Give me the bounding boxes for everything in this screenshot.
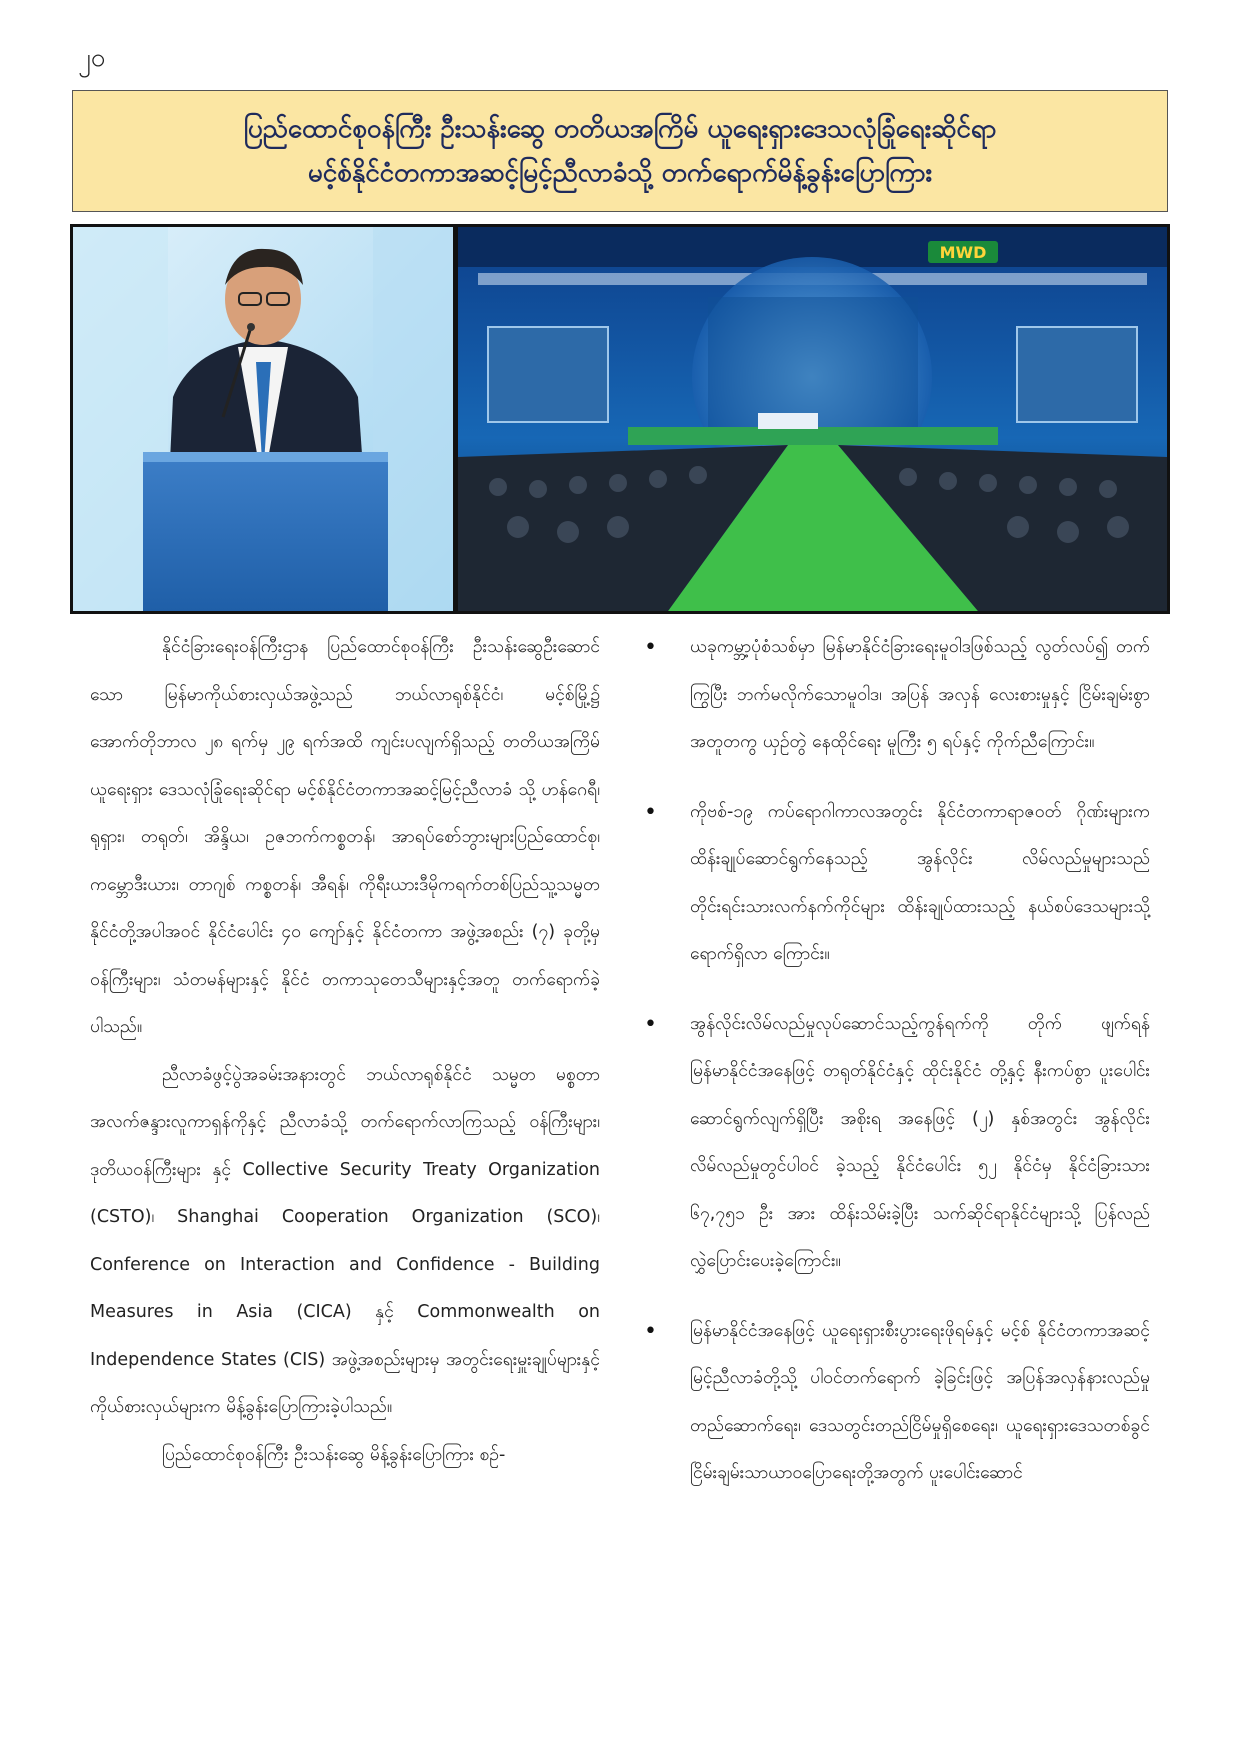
list-item bbox=[640, 1001, 1150, 1286]
bullet-icon: • bbox=[644, 799, 657, 825]
bullet-list bbox=[640, 624, 1150, 1498]
list-item bbox=[640, 789, 1150, 979]
list-item-text: မြန်မာနိုင်ငံအနေဖြင့် ယူရေးရှားစီးပွားရေးဖိုရမ်နှင့် မင့်စ် နိုင်ငံတကာအဆင့်မြင့်ညီလာခံတို့သို့ ပါဝင်တက်ရောက် ခဲ့ခြင်းဖြင့် အပြန်အလှန်နားလည်မှုတည်ဆောက်ရေး၊ ဒေသတွင်းတည်ငြိမ်မှုရှိစေရေး၊ ယူရေးရှားဒေသတစ်ခွင် ငြိမ်းချမ်းသာယာဝပြောရေးတို့အတွက် ပူးပေါင်းဆောင် bbox=[690, 1320, 1150, 1483]
speaker-illustration bbox=[73, 227, 453, 611]
left-column bbox=[90, 624, 600, 1479]
list-item-text: အွန်လိုင်းလိမ်လည်မှုလုပ်ဆောင်သည့်ကွန်ရက်ကို တိုက် ဖျက်ရန် မြန်မာနိုင်ငံအနေဖြင့် တရုတ်နိုင်ငံနှင့် ထိုင်းနိုင်ငံ တို့နှင့် နီးကပ်စွာ ပူးပေါင်းဆောင်ရွက်လျက်ရှိပြီး အစိုးရ အနေဖြင့် (၂) နှစ်အတွင်း အွန်လိုင်းလိမ်လည်မှုတွင်ပါဝင် ခဲ့သည့် နိုင်ငံပေါင်း ၅၂ နိုင်ငံမှ နိုင်ငံခြားသား ၆၇,၇၅၁ ဦး အား ထိန်းသိမ်းခဲ့ပြီး သက်ဆိုင်ရာနိုင်ငံများသို့ ပြန်လည် လွှဲပြောင်းပေးခဲ့ကြောင်း။ bbox=[690, 1013, 1150, 1271]
list-item bbox=[640, 1308, 1150, 1498]
mwd-watermark bbox=[928, 241, 998, 263]
headline-box bbox=[72, 90, 1168, 212]
paragraph: ပြည်ထောင်စုဝန်ကြီး ဦးသန်းဆွေ မိန့်ခွန်းပြောကြား စဉ်- bbox=[162, 1444, 506, 1465]
bullet-icon: • bbox=[644, 1318, 657, 1344]
list-item-text: ယခုကမ္ဘာ့ပုံစံသစ်မှာ မြန်မာနိုင်ငံခြားရေးမူဝါဒဖြစ်သည့် လွတ်လပ်၍ တက်ကြွပြီး ဘက်မလိုက်သောမူဝါဒ၊ အပြန် အလှန် လေးစားမှုနှင့် ငြိမ်းချမ်းစွာအတူတကွ ယှဉ်တွဲ နေထိုင်ရေး မူကြီး ၅ ရပ်နှင့် ကိုက်ညီကြောင်း။ bbox=[690, 637, 1150, 752]
bullet-icon: • bbox=[644, 1011, 657, 1037]
paragraph: ညီလာခံဖွင့်ပွဲအခမ်းအနားတွင် ဘယ်လာရုစ်နိုင်ငံ သမ္မတ မစ္စတာ အလက်ဇန္ဒားလူကာရှန်ကိုနှင့် ညီလာခံသို့ တက်ရောက်လာကြသည့် ဝန်ကြီးများ၊ ဒုတိယဝန်ကြီးများ နှင့် Collective Security Treaty Organization (CSTO)၊ Shanghai Cooperation Organization (SCO)၊ Conference on Interaction and Confidence - Building Measures in Asia (CICA) နှင့် Commonwealth on Independence States (CIS) အဖွဲ့အစည်းများမှ အတွင်းရေးမှူးချုပ်များနှင့် ကိုယ်စားလှယ်များက မိန့်ခွန်းပြောကြားခဲ့ပါသည်။ bbox=[90, 1064, 600, 1417]
conference-hall-illustration bbox=[458, 227, 1167, 611]
list-item-text: ကိုဗစ်-၁၉ ကပ်ရောဂါကာလအတွင်း နိုင်ငံတကာရာဇဝတ် ဂိုဏ်းများက ထိန်းချုပ်ဆောင်ရွက်နေသည့် အွန်လိုင်း လိမ်လည်မှုများသည် တိုင်းရင်းသားလက်နက်ကိုင်များ ထိန်းချုပ်ထားသည့် နယ်စပ်ဒေသများသို့ ရောက်ရှိလာ ကြောင်း။ bbox=[690, 801, 1150, 964]
headline-line-2: မင့်စ်နိုင်ငံတကာအဆင့်မြင့်ညီလာခံသို့ တက်ရောက်မိန့်ခွန်းပြောကြား bbox=[307, 158, 933, 188]
headline-line-1: ပြည်ထောင်စုဝန်ကြီး ဦးသန်းဆွေ တတိယအကြိမ် ယူရေးရှားဒေသလုံခြုံရေးဆိုင်ရာ bbox=[243, 114, 997, 144]
page-number: ၂၀ bbox=[78, 43, 106, 73]
list-item bbox=[640, 624, 1150, 767]
paragraph: နိုင်ငံခြားရေးဝန်ကြီးဌာန ပြည်ထောင်စုဝန်ကြီး ဦးသန်းဆွေဦးဆောင်သော မြန်မာကိုယ်စားလှယ်အဖွဲ့သည် ဘယ်လာရုစ်နိုင်ငံ၊ မင့်စ်မြို့၌ အောက်တိုဘာလ ၂၈ ရက်မှ ၂၉ ရက်အထိ ကျင်းပလျက်ရှိသည့် တတိယအကြိမ် ယူရေးရှား ဒေသလုံခြုံရေးဆိုင်ရာ မင့်စ်နိုင်ငံတကာအဆင့်မြင့်ညီလာခံ သို့ ဟန်ဂေရီ၊ ရုရှား၊ တရုတ်၊ အိန္ဒိယ၊ ဥဇဘက်ကစ္စတန်၊ အာရပ်စော်ဘွားများပြည်ထောင်စု၊ ကမ္ဘောဒီးယား၊ တာဂျစ် ကစ္စတန်၊ အီရန်၊ ကိုရီးယားဒီမိုကရက်တစ်ပြည်သူ့သမ္မတ နိုင်ငံတို့အပါအဝင် နိုင်ငံပေါင်း ၄၀ ကျော်နှင့် နိုင်ငံတကာ အဖွဲ့အစည်း (၇) ခုတို့မှ ဝန်ကြီးများ၊ သံတမန်များနှင့် နိုင်ငံ တကာသုတေသီများနှင့်အတူ တက်ရောက်ခဲ့ပါသည်။ bbox=[90, 637, 600, 1037]
watermark-text: MWD bbox=[939, 243, 987, 262]
conference-hall-photo bbox=[455, 224, 1170, 614]
right-column bbox=[640, 624, 1150, 1520]
speaker-photo bbox=[70, 224, 456, 614]
bullet-icon: • bbox=[644, 635, 657, 660]
